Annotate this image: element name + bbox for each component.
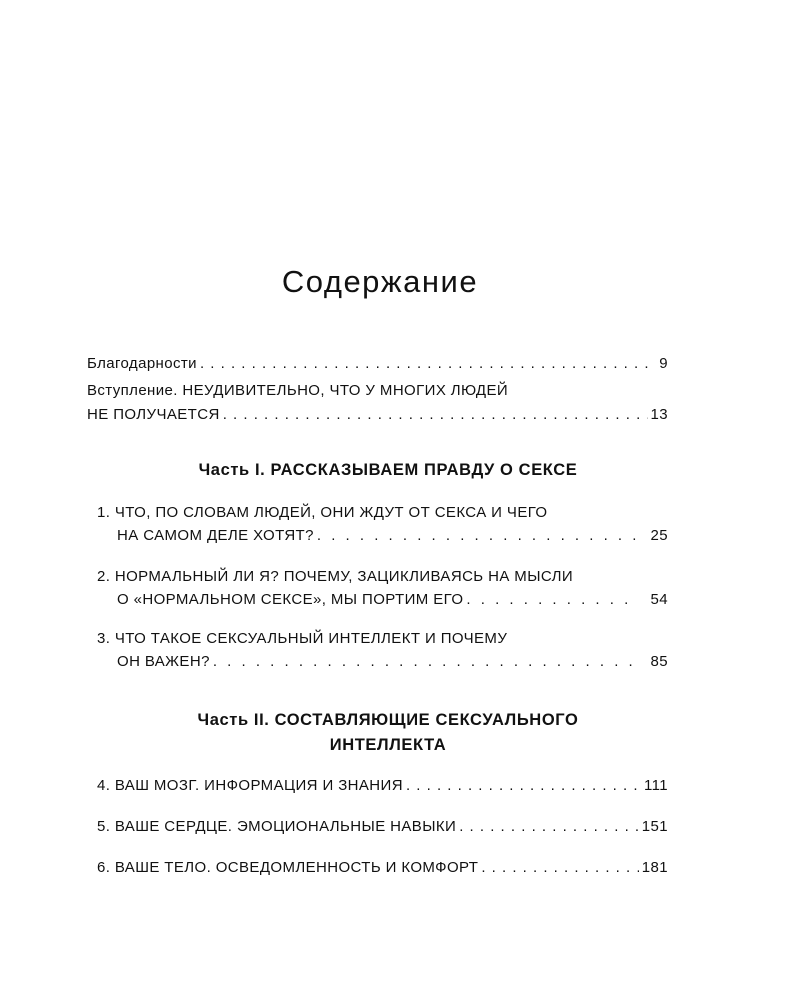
toc-leader-dots — [406, 776, 641, 796]
part-heading-1: Часть I. РАССКАЗЫВАЕМ ПРАВДУ О СЕКСЕ — [198, 461, 578, 479]
toc-chapter-4 — [97, 776, 668, 796]
toc-entry-page: 181 — [641, 859, 668, 876]
toc-entry-label-line1: 2. НОРМАЛЬНЫЙ ЛИ Я? ПОЧЕМУ, ЗАЦИКЛИВАЯСЬ НА МЫСЛИ — [97, 568, 574, 585]
toc-entry-label: 4. ВАШ МОЗГ. ИНФОРМАЦИЯ И ЗНАНИЯ — [97, 777, 403, 794]
toc-leader-dots — [459, 817, 639, 837]
toc-entry-line2 — [87, 405, 668, 425]
toc-entry-label-line2: НА САМОМ ДЕЛЕ ХОТЯТ? — [117, 527, 314, 544]
toc-chapter-6 — [97, 858, 668, 878]
toc-entry-line2 — [117, 652, 668, 672]
toc-leader-dots — [200, 354, 656, 374]
toc-chapter-5 — [97, 817, 668, 837]
toc-entry-acknowledgments — [87, 354, 668, 374]
toc-entry-page: 85 — [650, 653, 668, 670]
toc-leader-dots — [317, 526, 637, 546]
part-heading-line1: Часть II. СОСТАВЛЯЮЩИЕ СЕКСУАЛЬНОГО — [197, 711, 579, 729]
toc-entry-page: 9 — [659, 355, 668, 372]
page-title: Содержание — [281, 264, 479, 299]
toc-entry-line2 — [117, 590, 668, 610]
toc-leader-dots — [481, 858, 638, 878]
toc-entry-page: 54 — [650, 591, 668, 608]
toc-entry-label-line1: Вступление. НЕУДИВИТЕЛЬНО, ЧТО У МНОГИХ ЛЮДЕЙ — [87, 382, 509, 399]
toc-entry-line2 — [117, 526, 668, 546]
toc-entry-page: 13 — [650, 406, 668, 423]
part-heading-line2: ИНТЕЛЛЕКТА — [329, 736, 447, 754]
toc-entry-page: 25 — [650, 527, 668, 544]
toc-leader-dots — [213, 652, 637, 672]
toc-entry-label-line1: 3. ЧТО ТАКОЕ СЕКСУАЛЬНЫЙ ИНТЕЛЛЕКТ И ПОЧЕМУ — [97, 630, 508, 647]
toc-entry-page: 111 — [643, 777, 668, 794]
toc-entry-label-line2: О «НОРМАЛЬНОМ СЕКСЕ», МЫ ПОРТИМ ЕГО — [117, 591, 464, 608]
toc-entry-label-line1: 1. ЧТО, ПО СЛОВАМ ЛЮДЕЙ, ОНИ ЖДУТ ОТ СЕКСА И ЧЕГО — [97, 504, 548, 521]
toc-entry-label-line2: НЕ ПОЛУЧАЕТСЯ — [87, 406, 220, 423]
toc-entry-label: Благодарности — [87, 355, 197, 372]
toc-leader-dots — [223, 405, 648, 425]
toc-leader-dots — [466, 590, 637, 610]
toc-entry-label: 6. ВАШЕ ТЕЛО. ОСВЕДОМЛЕННОСТЬ И КОМФОРТ — [97, 859, 479, 876]
toc-entry-label-line2: ОН ВАЖЕН? — [117, 653, 210, 670]
toc-entry-page: 151 — [641, 818, 668, 835]
toc-entry-label: 5. ВАШЕ СЕРДЦЕ. ЭМОЦИОНАЛЬНЫЕ НАВЫКИ — [97, 818, 457, 835]
